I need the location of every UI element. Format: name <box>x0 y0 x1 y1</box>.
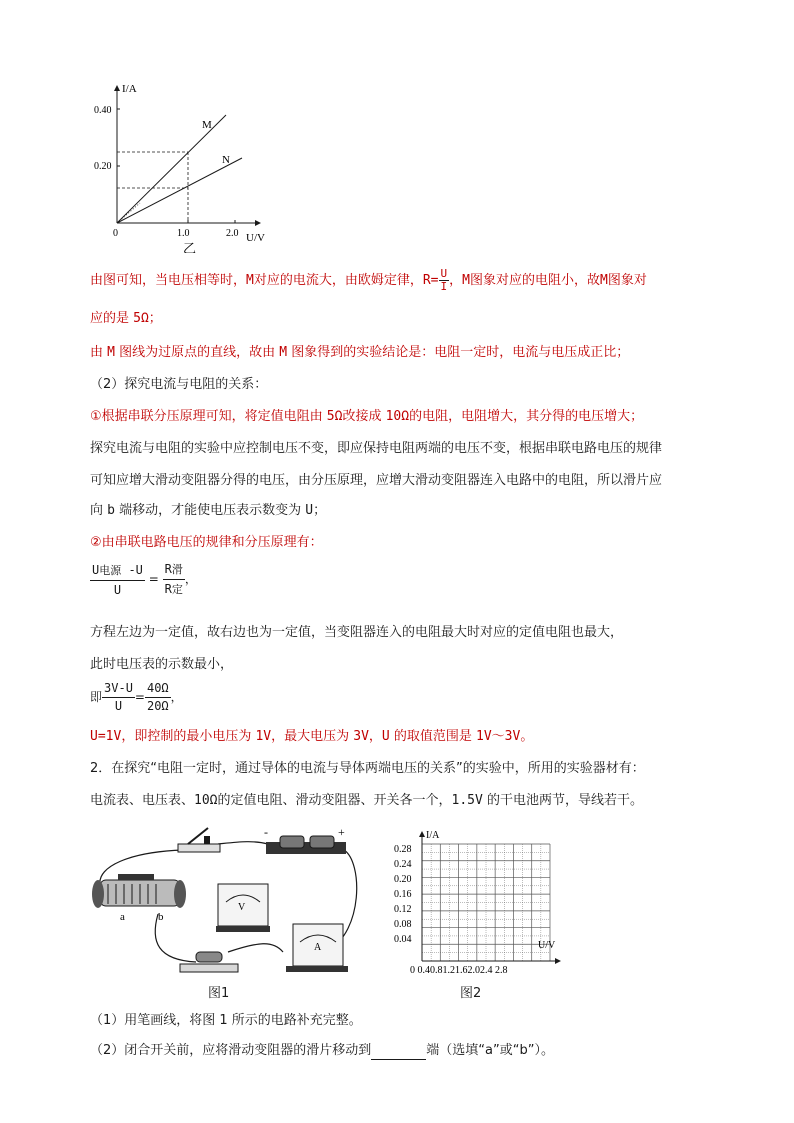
fig2-y-label: I/A <box>426 830 440 841</box>
y-tick-040: 0.40 <box>94 105 112 116</box>
fig2-y-tick-3: 0.16 <box>394 889 412 900</box>
fig2-y-tick-4: 0.12 <box>394 904 412 915</box>
y-tick-020: 0.20 <box>94 161 112 172</box>
fig2-y-tick-5: 0.08 <box>394 919 412 930</box>
voltmeter <box>216 884 270 932</box>
section-2-heading: （2）探究电流与电阻的关系： <box>90 377 268 392</box>
battery <box>264 825 346 854</box>
battery-plus: + <box>338 825 345 839</box>
answer-blank[interactable] <box>371 1045 426 1060</box>
x-tick-10: 1.0 <box>177 228 190 239</box>
equation-1: $\frac{\text{U电源 -U}}{U}$ = $\frac{\text{R滑}}{\text{R定}}$ ， <box>92 562 197 597</box>
para-ohm: 由图可知，当电压相等时，M对应的电流大，由欧姆定律，R= $\frac{U}{I}$ ，M图象对应的电阻小，故M图象对 <box>90 267 647 293</box>
para-ohm-cont: 应的是 5Ω； <box>90 311 162 326</box>
graph-yi <box>80 78 300 253</box>
black-line-4: 方程左边为一定值，故右边也为一定值，当变阻器连入的电阻最大时对应的定值电阻也最大， <box>90 625 624 640</box>
black-line-3: 向 b 端移动，才能使电压表示数变为 U； <box>90 503 327 518</box>
series-m-label: M <box>202 119 212 131</box>
para-conclusion: 由 M 图线为过原点的直线，故由 M 图象得到的实验结论是：电阻一定时，电流与电压成正比； <box>90 345 630 360</box>
series-n-label: N <box>222 154 230 166</box>
x-tick-0: 0 <box>113 228 118 239</box>
question-2-materials: 电流表、电压表、10Ω的定值电阻、滑动变阻器、开关各一个，1.5V 的干电池两节，导线若干。 <box>90 793 643 808</box>
black-line-2: 可知应增大滑动变阻器分得的电压，由分压原理，应增大滑动变阻器连入电路中的电阻，所以滑片应 <box>90 473 663 488</box>
red-line-2: ②由串联电路电压的规律和分压原理有： <box>90 535 323 550</box>
graph-caption: 乙 <box>183 241 197 253</box>
battery-minus: - <box>264 825 268 839</box>
figure-1-circuit <box>88 822 378 1002</box>
series-m-line <box>117 115 226 223</box>
figure-2-grid <box>388 826 568 976</box>
rheostat-label-b: b <box>158 911 164 923</box>
question-2-intro: 2．在探究“电阻一定时，通过导体的电流与导体两端电压的关系”的实验中，所用的实验器材有： <box>90 761 645 776</box>
black-line-5: 此时电压表的示数最小， <box>90 657 234 672</box>
grid-lines <box>422 844 550 961</box>
x-tick-20: 2.0 <box>226 228 239 239</box>
voltmeter-symbol: V <box>238 902 246 913</box>
equation-2: 即 $\frac{3V-U}{U}$ = $\frac{40\Omega}{20\Omega}$ ， <box>90 681 183 713</box>
rheostat <box>92 874 186 923</box>
ammeter-symbol: A <box>314 942 322 953</box>
red-line-1: ①根据串联分压原理可知，将定值电阻由 5Ω改接成 10Ω的电阻，电阻增大，其分得的电压增大； <box>90 409 644 424</box>
fig2-y-tick-6: 0.04 <box>394 934 412 945</box>
y-axis-label: I/A <box>122 83 137 95</box>
fig2-y-tick-2: 0.20 <box>394 874 412 885</box>
rheostat-label-a: a <box>120 911 125 923</box>
ammeter <box>286 924 348 972</box>
fig2-y-tick-0: 0.28 <box>394 844 412 855</box>
black-line-1: 探究电流与电阻的实验中应控制电压不变，即应保持电阻两端的电压不变，根据串联电路电压的规律 <box>90 441 663 456</box>
fig2-x-ticks: 0 0.40.81.21.62.02.4 2.8 <box>410 965 508 976</box>
question-2-part-2: （2）闭合开关前，应将滑动变阻器的滑片移动到 端（选填“a”或“b”）。 <box>90 1043 554 1058</box>
fig2-x-label: U/V <box>538 940 556 951</box>
figure-2-caption: 图2 <box>460 986 482 1001</box>
series-n-line <box>117 158 242 223</box>
question-2-part-1: （1）用笔画线，将图 1 所示的电路补充完整。 <box>90 1013 362 1028</box>
x-axis-label: U/V <box>246 232 265 244</box>
switch <box>178 828 220 852</box>
fig2-y-tick-1: 0.24 <box>394 859 412 870</box>
fixed-resistor <box>180 952 238 972</box>
red-line-3: U=1V，即控制的最小电压为 1V，最大电压为 3V，U 的取值范围是 1V～3V。 <box>90 729 534 744</box>
wire-top <box>218 842 268 844</box>
wire-resistor-ammeter <box>228 944 283 952</box>
figure-1-caption: 图1 <box>208 986 230 1001</box>
